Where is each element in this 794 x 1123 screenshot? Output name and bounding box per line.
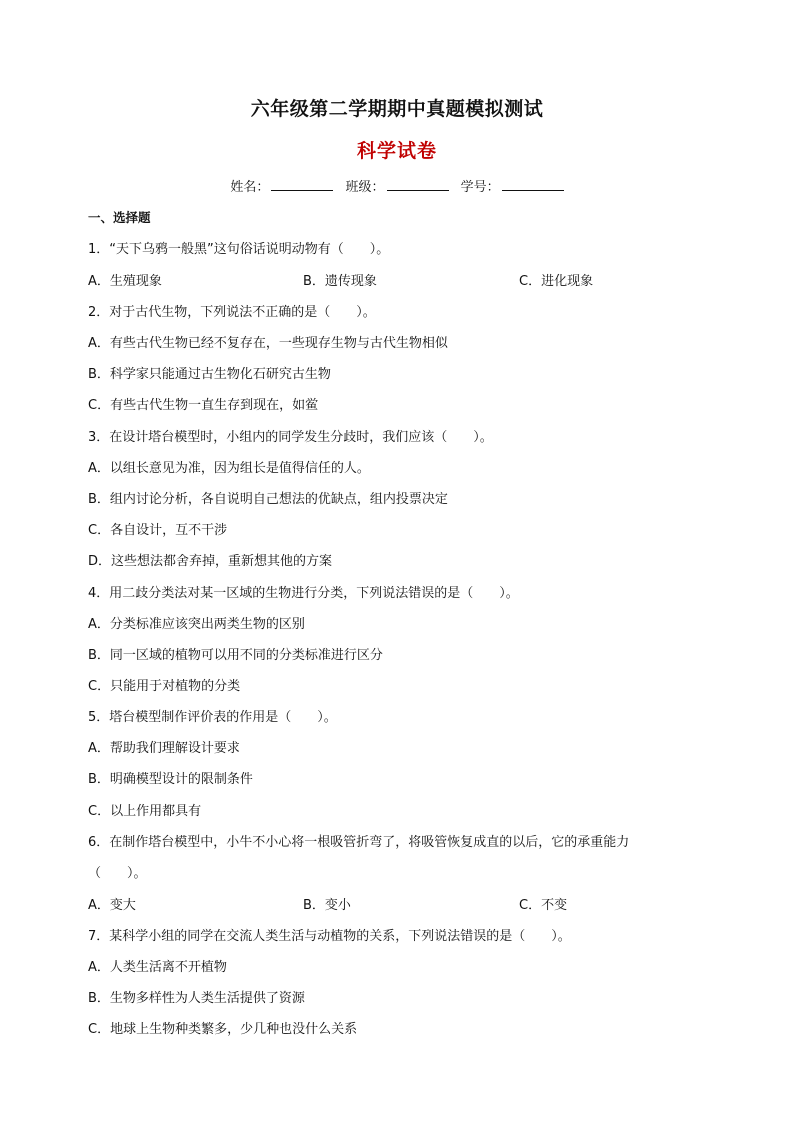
option: C．不变 — [519, 898, 568, 913]
option: A．分类标准应该突出两类生物的区别 — [88, 617, 305, 632]
question-3-stem: 3．在设计塔台模型时，小组内的同学发生分歧时，我们应该（ ）。 — [88, 430, 493, 445]
option: C．有些古代生物一直生存到现在，如鲎 — [88, 398, 319, 413]
option: A．人类生活离不开植物 — [88, 960, 227, 975]
option: B．明确模型设计的限制条件 — [88, 772, 253, 787]
question-4-stem: 4．用二歧分类法对某一区域的生物进行分类，下列说法错误的是（ ）。 — [88, 586, 519, 601]
class-field — [345, 180, 448, 195]
option: A．帮助我们理解设计要求 — [88, 741, 240, 756]
exam-title: 六年级第二学期期中真题模拟测试 — [250, 98, 544, 120]
question-2-stem: 2．对于古代生物，下列说法不正确的是（ ）。 — [88, 305, 376, 320]
question-6-stem: 6．在制作塔台模型中，小牛不小心将一根吸管折弯了，将吸管恢复成直的以后，它的承重能力 — [88, 835, 630, 850]
option: A．以组长意见为准，因为组长是值得信任的人。 — [88, 461, 370, 476]
exam-subtitle: 科学试卷 — [356, 140, 437, 162]
name-label: 姓名： — [230, 180, 270, 195]
option: B．遗传现象 — [303, 274, 377, 289]
option: C．以上作用都具有 — [88, 804, 202, 819]
question-7-stem: 7．某科学小组的同学在交流人类生活与动植物的关系，下列说法错误的是（ ）。 — [88, 929, 571, 944]
question-6-stem-cont: （ ）。 — [88, 866, 147, 881]
number-field — [461, 180, 564, 195]
name-blank[interactable] — [271, 178, 333, 191]
option: C．各自设计，互不干涉 — [88, 523, 228, 538]
option: A．变大 — [88, 898, 136, 913]
option: C．地球上生物种类繁多，少几种也没什么关系 — [88, 1022, 358, 1037]
name-field — [230, 180, 333, 195]
option: B．变小 — [303, 898, 351, 913]
class-label: 班级： — [345, 180, 385, 195]
question-5-stem: 5．塔台模型制作评价表的作用是（ ）。 — [88, 710, 337, 725]
student-info — [0, 176, 794, 195]
option: A．有些古代生物已经不复存在，一些现存生物与古代生物相似 — [88, 336, 448, 351]
option: B．科学家只能通过古生物化石研究古生物 — [88, 367, 331, 382]
option: B．同一区域的植物可以用不同的分类标准进行区分 — [88, 648, 383, 663]
option: B．生物多样性为人类生活提供了资源 — [88, 991, 305, 1006]
option: D．这些想法都舍弃掉，重新想其他的方案 — [88, 554, 333, 569]
option: A．生殖现象 — [88, 274, 162, 289]
option: B．组内讨论分析，各自说明自己想法的优缺点，组内投票决定 — [88, 492, 448, 507]
option: C．只能用于对植物的分类 — [88, 679, 241, 694]
number-label: 学号： — [460, 180, 500, 195]
question-1-stem: 1．“天下乌鸦一般黑”这句俗话说明动物有（ ）。 — [88, 242, 390, 257]
number-blank[interactable] — [502, 178, 564, 191]
section-title: 一、选择题 — [88, 210, 151, 225]
class-blank[interactable] — [387, 178, 449, 191]
option: C．进化现象 — [519, 274, 594, 289]
